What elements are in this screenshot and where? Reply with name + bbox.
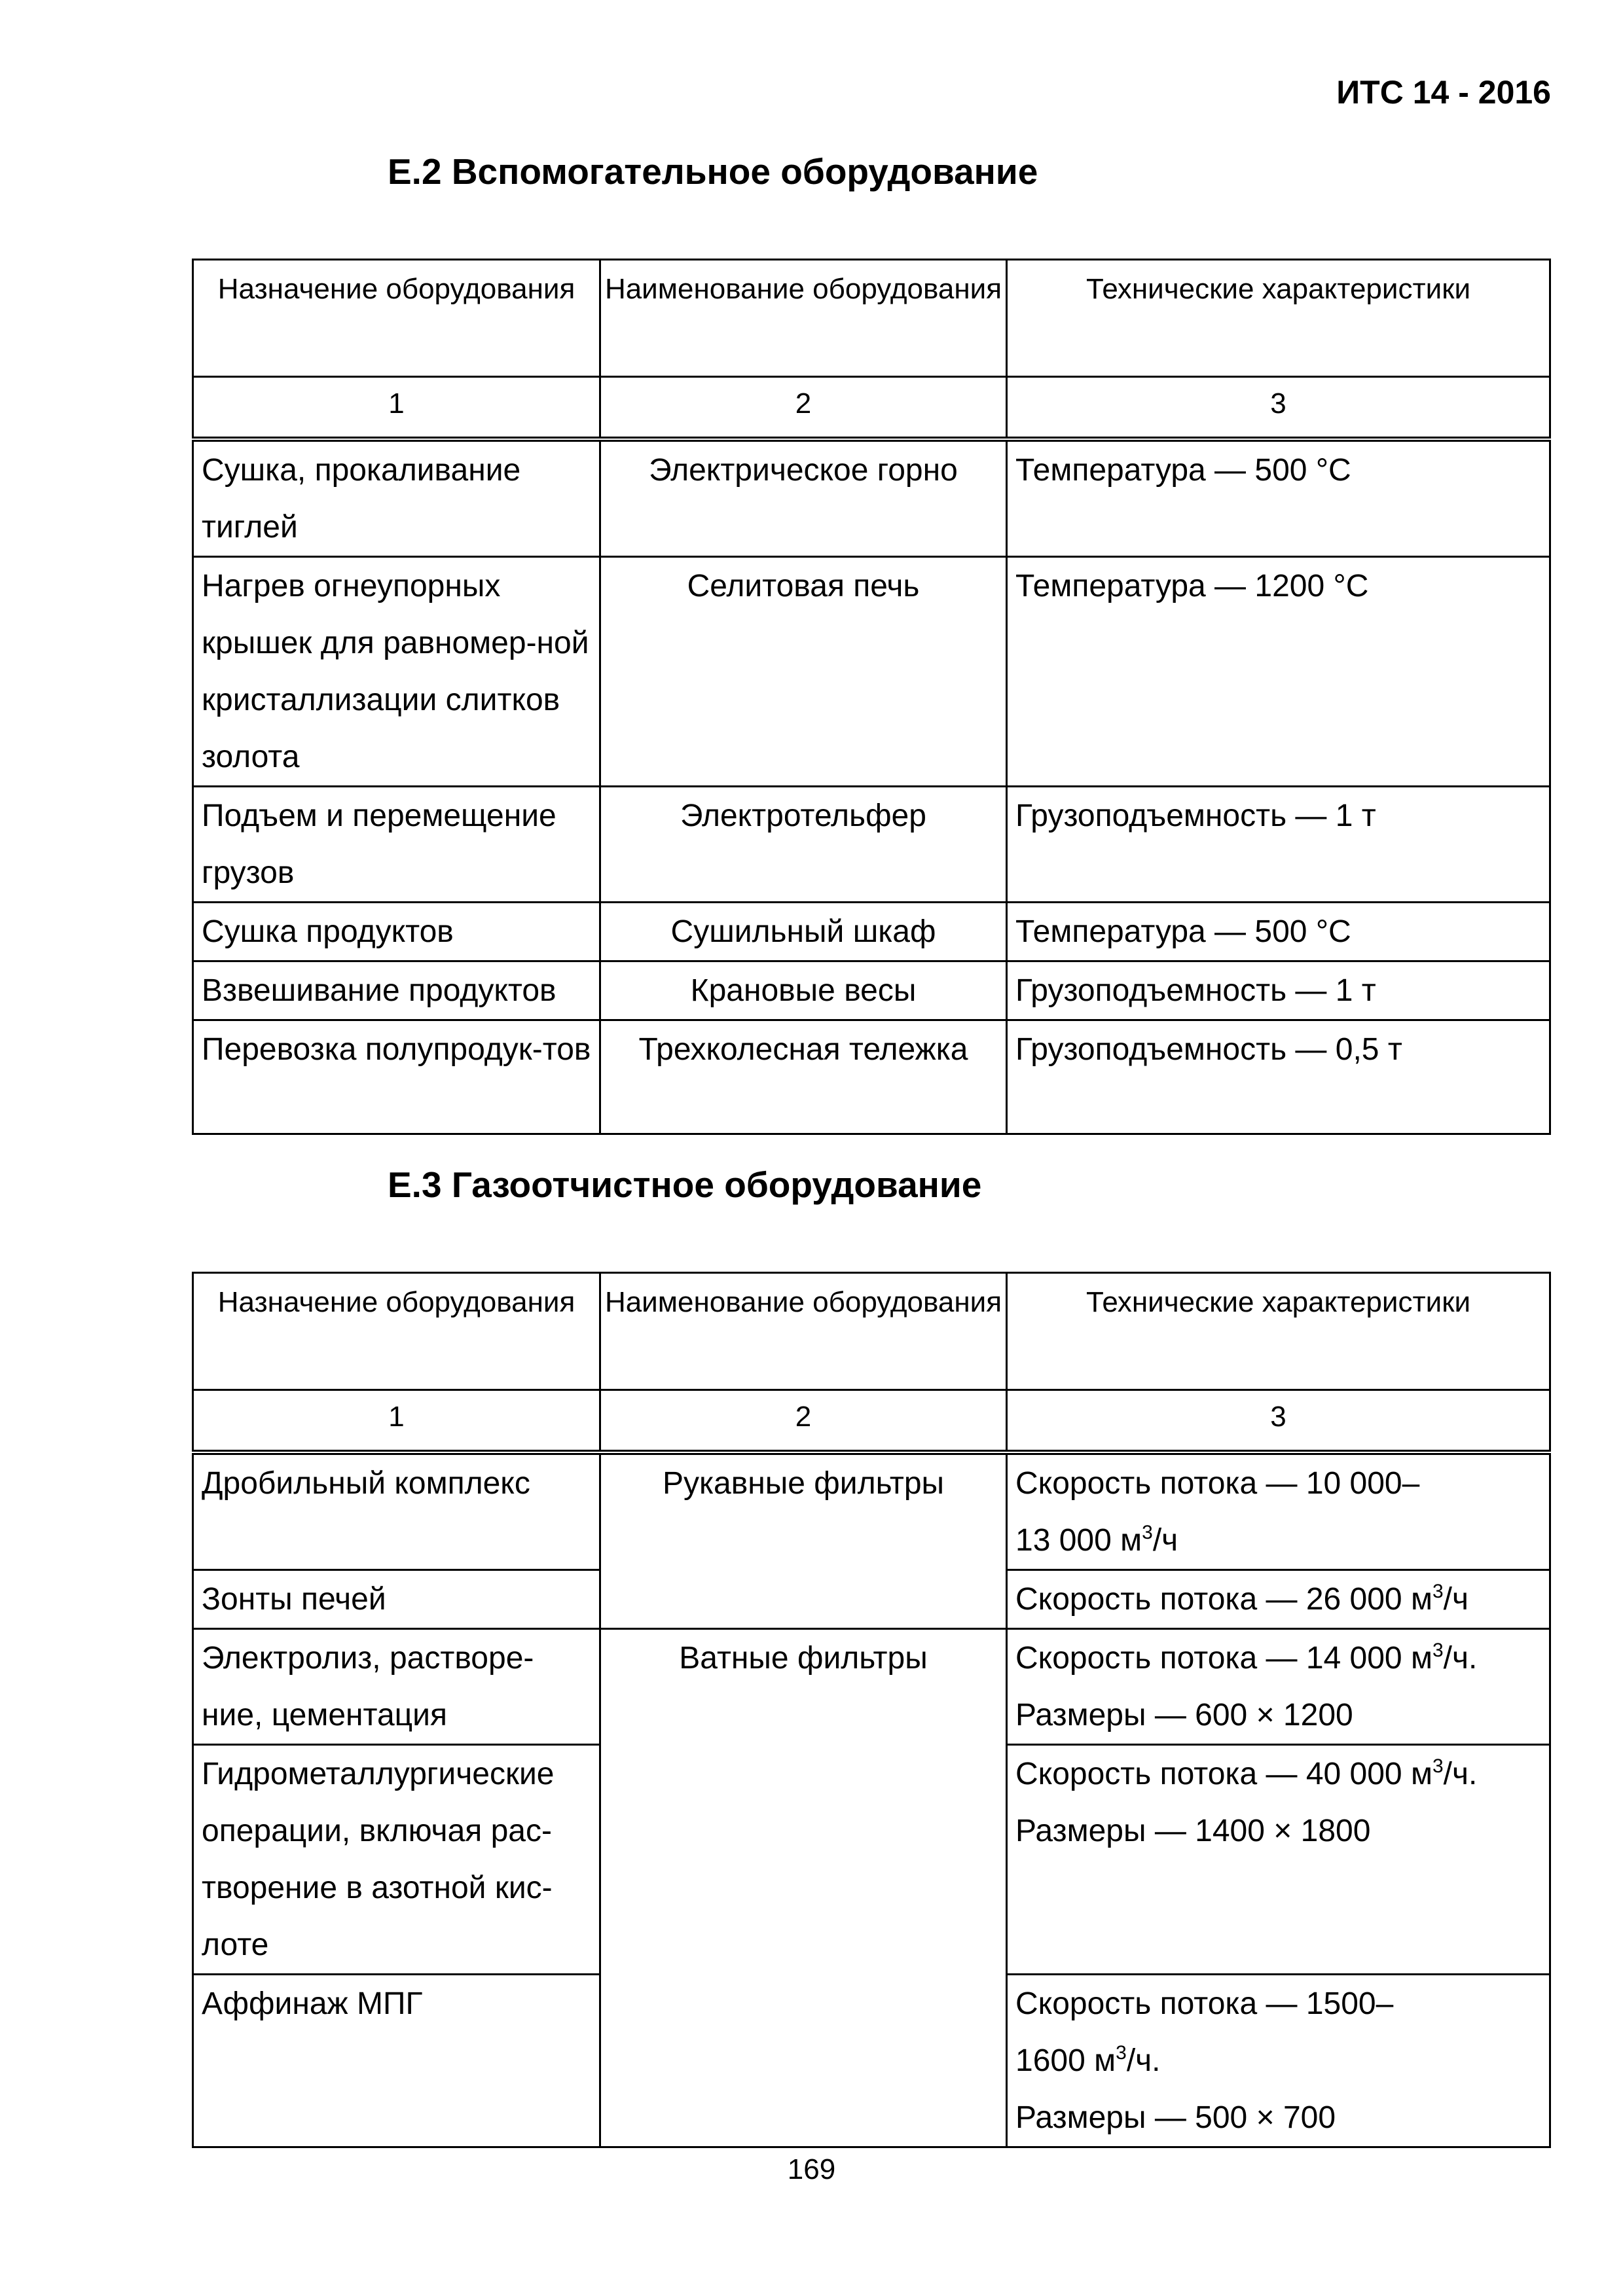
- table-row: [193, 557, 1550, 787]
- spec-cell: Грузоподъемность — 0,5 т: [1007, 1020, 1550, 1134]
- purpose-cell: Сушка, прокаливание тиглей: [193, 439, 600, 557]
- table-row: [193, 1020, 1550, 1134]
- purpose-cell: Взвешивание продуктов: [193, 961, 600, 1020]
- column-header-name: Наименование оборудования: [600, 260, 1007, 377]
- column-header-specs: Технические характеристики: [1007, 1273, 1550, 1390]
- spec-cell: [1007, 1570, 1550, 1629]
- spec-cell: Грузоподъемность — 1 т: [1007, 961, 1550, 1020]
- table-row: [193, 1452, 1550, 1570]
- spec-line: Размеры — 1400 × 1800: [1015, 1814, 1371, 1848]
- spec-cell: Температура — 500 °С: [1007, 903, 1550, 961]
- spec-unit: /ч.: [1443, 1641, 1478, 1676]
- spec-line: Скорость потока — 14 000 м: [1015, 1641, 1432, 1676]
- table-row: [193, 961, 1550, 1020]
- spec-cell: [1007, 1975, 1550, 2147]
- spec-line: 13 000 м: [1015, 1523, 1142, 1558]
- section-title-auxiliary: Е.2 Вспомогательное оборудование: [388, 151, 1038, 192]
- spec-cell: Температура — 1200 °С: [1007, 557, 1550, 787]
- column-number-row: [193, 377, 1550, 440]
- purpose-cell: Сушка продуктов: [193, 903, 600, 961]
- spec-unit: /ч.: [1443, 1757, 1478, 1791]
- column-header-specs: Технические характеристики: [1007, 260, 1550, 377]
- spec-cell: [1007, 1745, 1550, 1975]
- equipment-name-cell: Ватные фильтры: [600, 1629, 1007, 2147]
- purpose-cell: Перевозка полупродук-тов: [193, 1020, 600, 1134]
- superscript: 3: [1432, 1755, 1444, 1777]
- spec-line: Размеры — 500 × 700: [1015, 2100, 1336, 2135]
- spec-line: Скорость потока — 40 000 м: [1015, 1757, 1432, 1791]
- equipment-name-cell: Электротельфер: [600, 787, 1007, 903]
- superscript: 3: [1432, 1640, 1444, 1661]
- table-row: [193, 787, 1550, 903]
- purpose-cell: Гидрометаллургические операции, включая рас-творение в азотной кис-лоте: [193, 1745, 600, 1975]
- equipment-name-cell: Селитовая печь: [600, 557, 1007, 787]
- table-header-row: [193, 1273, 1550, 1390]
- purpose-cell: Нагрев огнеупорных крышек для равномер-ной кристаллизации слитков золота: [193, 557, 600, 787]
- spec-cell: Грузоподъемность — 1 т: [1007, 787, 1550, 903]
- table-row: [193, 903, 1550, 961]
- purpose-cell: Подъем и перемещение грузов: [193, 787, 600, 903]
- spec-unit: /ч: [1443, 1582, 1468, 1617]
- document-code: ИТС 14 - 2016: [1336, 74, 1551, 111]
- column-number: 1: [193, 1390, 600, 1453]
- purpose-cell: Дробильный комплекс: [193, 1452, 600, 1570]
- spec-cell: [1007, 1629, 1550, 1745]
- table-row: [193, 439, 1550, 557]
- spec-unit: /ч: [1152, 1523, 1178, 1558]
- spec-line: Скорость потока — 26 000 м: [1015, 1582, 1432, 1617]
- spec-cell: [1007, 1452, 1550, 1570]
- superscript: 3: [1142, 1522, 1153, 1543]
- column-number: 1: [193, 377, 600, 440]
- column-header-name: Наименование оборудования: [600, 1273, 1007, 1390]
- column-number: 2: [600, 377, 1007, 440]
- page-number: 169: [787, 2153, 836, 2185]
- spec-cell: Температура — 500 °С: [1007, 439, 1550, 557]
- column-number: 3: [1007, 1390, 1550, 1453]
- purpose-cell: Аффинаж МПГ: [193, 1975, 600, 2147]
- equipment-name-cell: Электрическое горно: [600, 439, 1007, 557]
- superscript: 3: [1432, 1581, 1444, 1602]
- section-title-gas-cleaning: Е.3 Газоотчистное оборудование: [388, 1164, 982, 1205]
- equipment-name-cell: Крановые весы: [600, 961, 1007, 1020]
- column-header-purpose: Назначение оборудования: [193, 1273, 600, 1390]
- spec-line: 1600 м: [1015, 2043, 1116, 2078]
- column-number: 2: [600, 1390, 1007, 1453]
- auxiliary-equipment-table: [192, 259, 1551, 1135]
- spec-line: Скорость потока — 1500–: [1015, 1986, 1394, 2021]
- table-header-row: [193, 260, 1550, 377]
- purpose-cell: Зонты печей: [193, 1570, 600, 1629]
- spec-line: Размеры — 600 × 1200: [1015, 1698, 1353, 1732]
- equipment-name-cell: Сушильный шкаф: [600, 903, 1007, 961]
- superscript: 3: [1116, 2042, 1127, 2064]
- spec-unit: /ч.: [1126, 2043, 1161, 2078]
- column-number-row: [193, 1390, 1550, 1453]
- equipment-name-cell: Трехколесная тележка: [600, 1020, 1007, 1134]
- column-number: 3: [1007, 377, 1550, 440]
- purpose-cell: Электролиз, растворе-ние, цементация: [193, 1629, 600, 1745]
- spec-line: Скорость потока — 10 000–: [1015, 1466, 1420, 1501]
- gas-cleaning-equipment-table: [192, 1272, 1551, 2148]
- table-row: [193, 1629, 1550, 1745]
- column-header-purpose: Назначение оборудования: [193, 260, 600, 377]
- equipment-name-cell: Рукавные фильтры: [600, 1452, 1007, 1629]
